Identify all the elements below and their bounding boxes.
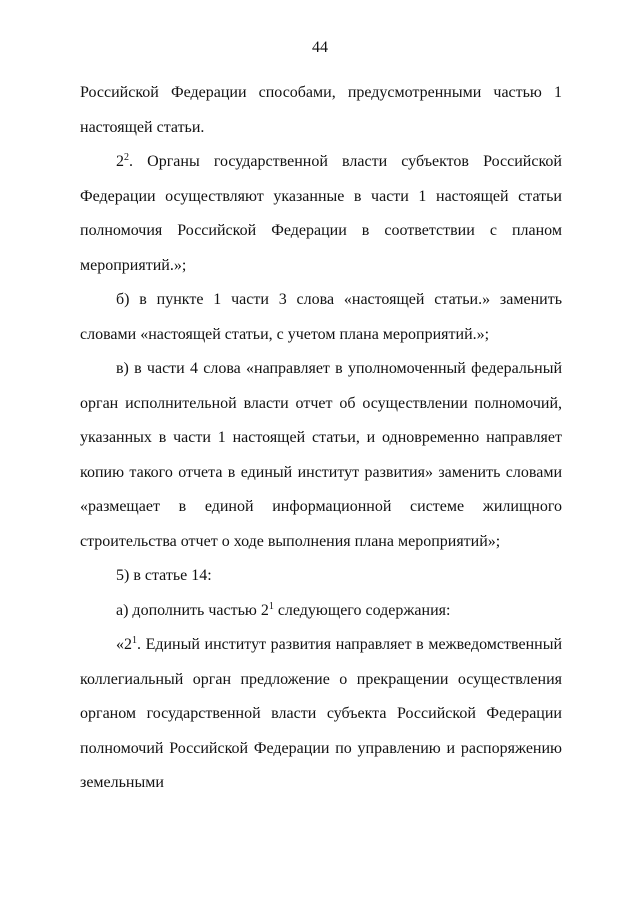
paragraph-text: 5) в статье 14:	[116, 567, 212, 584]
paragraph-number-superscript: 2	[124, 152, 129, 163]
paragraph-text: б) в пункте 1 части 3 слова «настоящей статьи.» заменить словами «настоящей статьи, с учетом плана мероприятий.»;	[80, 291, 562, 343]
paragraph-b	[80, 283, 562, 352]
document-body	[80, 76, 562, 801]
paragraph-prefix: а) дополнить частью 2	[116, 601, 269, 619]
paragraph-number: 2	[116, 153, 124, 170]
paragraph-superscript: 1	[268, 600, 274, 612]
paragraph-2-1	[80, 628, 562, 801]
page-number: 44	[312, 39, 328, 56]
paragraph-continuation	[80, 76, 562, 145]
paragraph-text: в) в части 4 слова «направляет в уполномоченный федеральный орган исполнительной власти отчет об осуществлении полномочий, указанных в части 1 настоящей статьи, и одновременно направляет копию такого отчета в единый институт развития» заменить словами «размещает в единой информационной системе жилищного строительства отчет о ходе выполнения плана мероприятий»;	[80, 360, 562, 550]
paragraph-text: . Единый институт развития направляет в межведомственный коллегиальный орган предложение о прекращении осуществления органом государственной власти субъекта Российской Федерации полномочий Российской Федерации по управлению и распоряжению земельными	[80, 636, 562, 791]
paragraph-2-2	[80, 145, 562, 283]
paragraph-v	[80, 352, 562, 559]
paragraph-text: . Органы государственной власти субъектов Российской Федерации осуществляют указанные в части 1 настоящей статьи полномочия Российской Федерации в соответствии с планом мероприятий.»;	[80, 153, 562, 274]
paragraph-a	[80, 594, 562, 629]
paragraph-number: «2	[116, 636, 132, 653]
paragraph-text: Российской Федерации способами, предусмотренными частью 1 настоящей статьи.	[80, 84, 562, 136]
paragraph-text: следующего содержания:	[273, 601, 451, 619]
paragraph-number-superscript: 1	[132, 635, 137, 646]
paragraph-article-14	[80, 559, 562, 594]
